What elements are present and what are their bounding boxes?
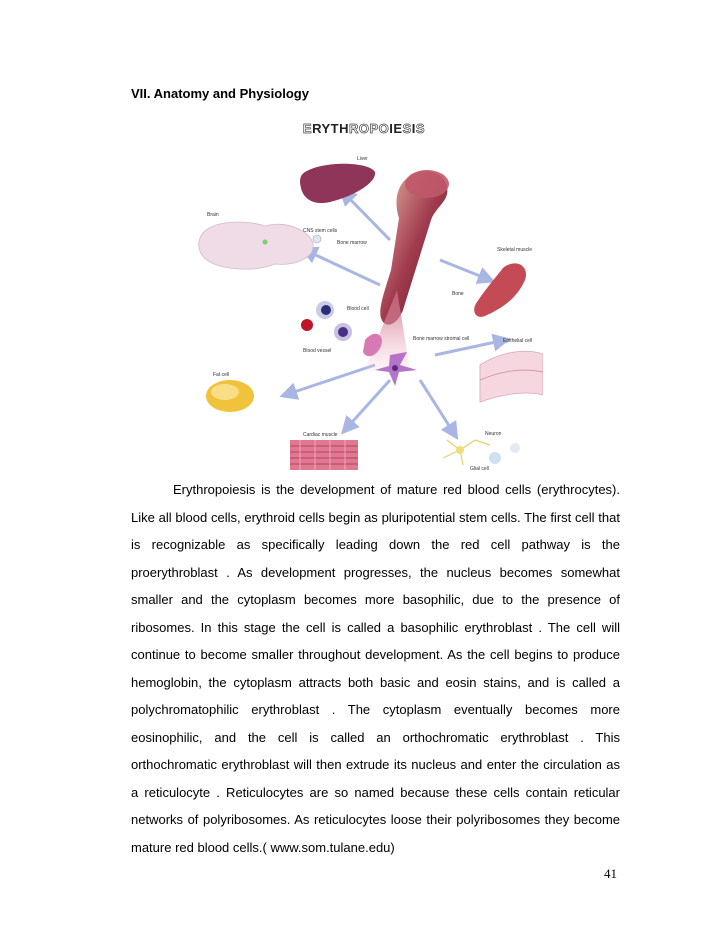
brain-illustration — [199, 222, 313, 269]
arrow-to-epithelial — [435, 340, 505, 355]
label-fat-cell: Fat cell — [213, 372, 230, 378]
arrow-to-liver — [343, 192, 390, 240]
label-liver: Liver — [357, 156, 368, 162]
label-cardiac-muscle: Cardiac muscle — [303, 432, 338, 438]
arrow-to-muscle — [440, 260, 490, 280]
figure-title: ERYTHROPOIESIS — [302, 121, 426, 136]
blood-cells — [301, 301, 352, 341]
arrow-to-neuron — [420, 380, 455, 435]
label-glial-cell: Glial cell — [470, 466, 489, 472]
erythropoiesis-figure — [185, 140, 543, 475]
body-paragraph — [131, 476, 620, 861]
page-number: 41 — [604, 866, 617, 881]
label-epithelial-cell: Epithelial cell — [503, 338, 533, 344]
erythropoiesis-diagram — [185, 140, 543, 475]
neuron-illustration — [443, 440, 520, 465]
label-skeletal-muscle: Skeletal muscle — [497, 247, 533, 253]
label-bone-marrow: Bone marrow — [337, 240, 367, 246]
arrow-to-cardiac — [345, 380, 390, 430]
section-heading: VII. Anatomy and Physiology — [131, 86, 309, 101]
arrow-to-brain — [305, 250, 380, 285]
epithelial-cell-illustration — [480, 351, 543, 402]
label-blood-vessel: Blood vessel — [303, 348, 332, 354]
skeletal-muscle-illustration — [474, 263, 526, 317]
body-paragraph-text: Erythropoiesis is the development of mature red blood cells (erythrocytes). Like all blood cells, erythroid cells begin as pluripotential stem cells. The first cell that is recognizable as specifically leading down the red cell pathway is the proerythroblast . As development progresses, the nucleus becomes somewhat smaller and the cytoplasm becomes more basophilic, due to the presence of ribosomes. In this stage the cell is called a basophilic erythroblast . The cell will continue to become smaller throughout development. As the cell begins to produce hemoglobin, the cytoplasm attracts both basic and eosin stains, and is called a polychromatophilic erythroblast . The cytoplasm eventually becomes more eosinophilic, and the cell is called an orthochromatic erythroblast . This orthochromatic erythroblast will then extrude its nucleus and enter the circulation as a reticulocyte . Reticulocytes are so named because these cells contain reticular networks of polyribosomes. As reticulocytes loose their polyribosomes they become mature red blood cells.( www.som.tulane.edu) — [131, 482, 620, 855]
cns-stem-cell-icon — [313, 235, 321, 243]
cardiac-muscle-illustration — [290, 440, 358, 470]
label-bone-marrow-stromal-cell: Bone marrow stromal cell — [413, 336, 470, 342]
label-blood-cell: Blood cell — [347, 306, 369, 312]
label-brain: Brain — [207, 212, 219, 218]
label-cns-stem-cells: CNS stem cells — [303, 228, 338, 234]
fat-cell-illustration — [206, 380, 254, 412]
arrow-to-fat-cell — [285, 365, 375, 395]
label-bone: Bone — [452, 291, 464, 297]
label-neuron: Neuron — [485, 431, 502, 437]
liver-illustration — [300, 164, 375, 203]
